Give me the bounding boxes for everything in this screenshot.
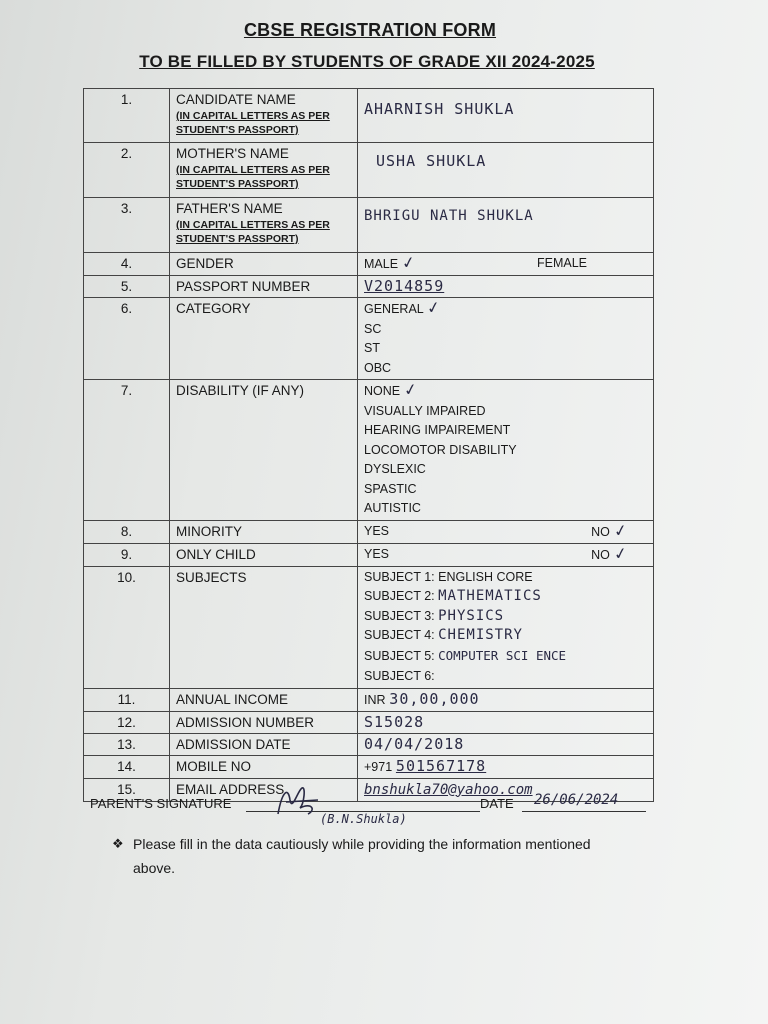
field-label: DISABILITY (IF ANY) (170, 380, 358, 521)
row-number: 3. (84, 198, 170, 253)
subjects-field[interactable] (358, 566, 654, 688)
table-row (84, 755, 654, 778)
field-label: ADMISSION NUMBER (170, 711, 358, 733)
table-row (84, 380, 654, 521)
option-general[interactable] (364, 299, 647, 320)
subject-label: SUBJECT 4: (364, 628, 435, 642)
form-title: CBSE REGISTRATION FORM (243, 20, 497, 40)
subject-value[interactable]: ENGLISH CORE (438, 569, 533, 584)
label-text: CANDIDATE NAME (176, 92, 296, 107)
row-number: 14. (84, 755, 170, 778)
option-sc[interactable]: SC (364, 321, 382, 336)
date-label: DATE (480, 796, 514, 811)
signature-name: (B.N.Shukla) (320, 812, 407, 826)
option-male[interactable]: MALE (364, 257, 399, 271)
currency-prefix: INR (364, 692, 386, 707)
minority-field[interactable] (358, 520, 654, 543)
option-no[interactable]: NO (591, 547, 610, 562)
label-hint: (IN CAPITAL LETTERS AS PER STUDENT'S PASSPORT) (176, 219, 330, 245)
checkmark-icon: ✓ (612, 521, 629, 541)
handwritten-signature (268, 782, 328, 822)
subject-value[interactable]: CHEMISTRY (438, 627, 523, 643)
handwritten-value: 501567178 (395, 756, 487, 775)
row-number: 9. (84, 543, 170, 566)
category-field[interactable] (358, 298, 654, 380)
gender-field[interactable] (358, 253, 654, 276)
admission-date-field[interactable] (358, 733, 654, 755)
mobile-field[interactable] (358, 755, 654, 778)
field-label: ADMISSION DATE (170, 733, 358, 755)
field-label (170, 89, 358, 143)
field-label: MOBILE NO (170, 755, 358, 778)
table-row (84, 253, 654, 276)
option-female[interactable]: FEMALE (536, 256, 587, 270)
subject-label: SUBJECT 3: (364, 608, 435, 623)
disability-field[interactable] (358, 380, 654, 521)
field-label: GENDER (170, 253, 358, 276)
field-label: ANNUAL INCOME (170, 688, 358, 711)
checkmark-icon: ✓ (612, 544, 629, 564)
table-row (84, 298, 654, 380)
subject-label: SUBJECT 2: (364, 589, 435, 603)
field-label: EMAIL ADDRESS (170, 778, 358, 801)
row-number: 11. (84, 688, 170, 711)
option-label: NONE (364, 384, 401, 398)
admission-number-field[interactable] (358, 711, 654, 733)
option-obc[interactable]: OBC (364, 360, 392, 375)
field-label: PASSPORT NUMBER (170, 276, 358, 298)
label-text: MOTHER'S NAME (176, 146, 289, 161)
instruction-note (112, 832, 632, 880)
table-row (84, 711, 654, 733)
option-visually-impaired[interactable]: VISUALLY IMPAIRED (364, 403, 486, 418)
row-number: 5. (84, 276, 170, 298)
row-number: 1. (84, 89, 170, 143)
annual-income-field[interactable] (358, 688, 654, 711)
father-name-field[interactable] (358, 198, 654, 253)
option-dyslexic[interactable]: DYSLEXIC (364, 462, 426, 476)
table-row (84, 198, 654, 253)
checkmark-icon: ✓ (400, 253, 417, 274)
table-row (84, 89, 654, 143)
checkmark-icon: ✓ (425, 298, 442, 319)
handwritten-value: 30,00,000 (389, 689, 480, 708)
row-number: 8. (84, 520, 170, 543)
row-number: 15. (84, 778, 170, 801)
table-row (84, 566, 654, 688)
row-number: 12. (84, 711, 170, 733)
passport-field[interactable] (358, 276, 654, 298)
row-number: 2. (84, 143, 170, 198)
handwritten-value: bnshukla70@yahoo.com (364, 781, 533, 798)
option-spastic[interactable]: SPASTIC (364, 481, 417, 496)
subject-item (364, 666, 647, 687)
subject-item (364, 568, 647, 588)
option-no[interactable]: NO (591, 524, 610, 539)
only-child-field[interactable] (358, 543, 654, 566)
handwritten-value: S15028 (364, 712, 425, 731)
row-number: 13. (84, 733, 170, 755)
field-label: SUBJECTS (170, 566, 358, 688)
country-code: +971 (364, 759, 393, 774)
field-label: CATEGORY (170, 298, 358, 380)
subject-label: SUBJECT 5: (364, 648, 435, 663)
option-st[interactable]: ST (364, 341, 380, 355)
subject-value[interactable]: COMPUTER SCI ENCE (438, 647, 567, 663)
table-row (84, 520, 654, 543)
handwritten-value: USHA SHUKLA (376, 152, 487, 170)
subject-item (364, 626, 647, 646)
subject-label: SUBJECT 1: (364, 569, 435, 584)
date-value: 26/06/2024 (534, 792, 619, 808)
subject-value[interactable]: PHYSICS (438, 607, 505, 624)
subject-item (364, 646, 647, 667)
option-none[interactable] (364, 381, 647, 402)
form-subtitle: TO BE FILLED BY STUDENTS OF GRADE XII 2024-2025 (139, 52, 595, 71)
row-number: 6. (84, 298, 170, 380)
option-yes[interactable]: YES (364, 546, 390, 561)
subject-item (364, 607, 647, 627)
signature-label: PARENT'S SIGNATURE (90, 796, 232, 811)
date-line[interactable] (522, 811, 646, 812)
option-yes[interactable]: YES (364, 523, 390, 538)
option-autistic[interactable]: AUTISTIC (364, 501, 421, 515)
registration-table (83, 88, 654, 802)
option-locomotor[interactable]: LOCOMOTOR DISABILITY (364, 442, 517, 457)
checkmark-icon: ✓ (402, 380, 419, 401)
subject-label: SUBJECT 6: (364, 669, 435, 683)
table-row (84, 143, 654, 198)
handwritten-value: AHARNISH SHUKLA (364, 100, 515, 118)
table-row (84, 688, 654, 711)
field-label (170, 198, 358, 253)
row-number: 4. (84, 253, 170, 276)
field-label: MINORITY (170, 520, 358, 543)
label-text: FATHER'S NAME (176, 201, 283, 216)
note-text: Please fill in the data cautiously while providing the information mentioned above. (133, 836, 591, 876)
subject-value[interactable]: MATHEMATICS (438, 588, 542, 604)
subject-item (364, 587, 647, 607)
table-row (84, 733, 654, 755)
option-hearing-impairement[interactable]: HEARING IMPAIREMENT (364, 423, 511, 437)
field-label (170, 143, 358, 198)
label-hint: (IN CAPITAL LETTERS AS PER STUDENT'S PASSPORT) (176, 110, 330, 136)
label-hint: (IN CAPITAL LETTERS AS PER STUDENT'S PASSPORT) (176, 164, 330, 190)
handwritten-value: V2014859 (364, 277, 445, 295)
field-label: ONLY CHILD (170, 543, 358, 566)
table-row (84, 543, 654, 566)
handwritten-value: BHRIGU NATH SHUKLA (364, 208, 534, 224)
table-row (84, 276, 654, 298)
candidate-name-field[interactable] (358, 89, 654, 143)
handwritten-value: 04/04/2018 (364, 734, 465, 753)
option-label: GENERAL (364, 302, 424, 316)
row-number: 7. (84, 380, 170, 521)
mother-name-field[interactable] (358, 143, 654, 198)
row-number: 10. (84, 566, 170, 688)
diamond-bullet-icon: ❖ (112, 836, 124, 851)
